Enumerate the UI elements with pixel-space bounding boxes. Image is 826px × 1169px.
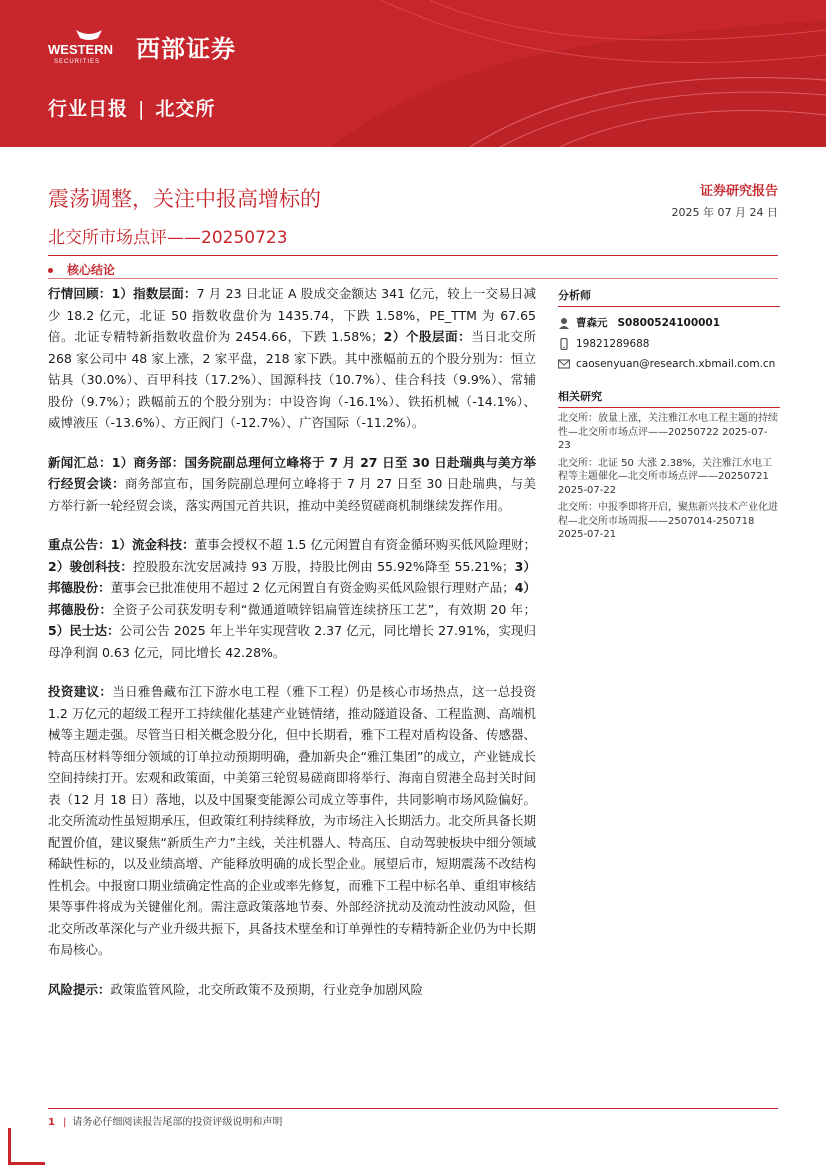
phone-icon (558, 338, 570, 350)
footer-separator: | (62, 1117, 67, 1128)
report-title: 震荡调整，关注中报高增标的 (48, 187, 321, 211)
market-label: 北交所 (155, 98, 216, 120)
paragraph-bold-lead: 风险提示： (48, 981, 111, 997)
paragraph-text: 全资子公司获发明专利“微通道喷锌铝扁管连续挤压工艺”，有效期 20 年； (112, 601, 536, 617)
paragraph-bold-lead: 3）邦德股份： (48, 558, 537, 595)
paragraph-bold-lead: 2）骏创科技： (48, 558, 134, 574)
divider (48, 255, 778, 256)
analyst-cert: S0800524100001 (617, 316, 721, 329)
paragraph-bold-lead: 5）民士达： (48, 623, 120, 638)
paragraph-bold-lead: 2）个股层面： (383, 329, 472, 344)
body-paragraph (48, 452, 536, 517)
company-logo (48, 26, 236, 66)
footer (48, 1113, 282, 1128)
analyst-email-row (558, 358, 780, 370)
section-heading (48, 261, 115, 278)
main-body (48, 283, 536, 1018)
paragraph-text: 当日北交所 268 家公司中 48 家上涨，2 家平盘，218 家下跌。其中涨幅前五的个股分别为：恒立钻具（30.0%）、百甲科技（17.2%）、国源科技（10.7%）、佳合科技（9.9%）、常辅股份（9.7%）；跌幅前五的个股分别为：中设咨询（-16.1%）、铁拓机械（-14.1%）、威博液压（-13.6%）、方正阀门（-12.7%）、广咨国际（-11.2%）。 (48, 329, 536, 430)
corner-mark (8, 1128, 45, 1165)
paragraph-text: 7 月 23 日北证 A 股成交金额达 341 亿元，较上一交易日减少 18.2 亿元，北证 50 指数收盘价为 1435.74，下跌 1.58%，PE_TTM 为 67.65 倍。北证专精特新指数收盘价为 2454.66，下跌 1.58%； (48, 286, 536, 344)
body-paragraph (48, 534, 536, 663)
analyst-email[interactable]: caosenyuan@research.xbmail.com.cn (576, 358, 776, 370)
report-date: 2025 年 07 月 24 日 (671, 206, 778, 219)
related-research-list (558, 412, 780, 542)
related-item[interactable]: 北交所：北证 50 大涨 2.38%，关注雅江水电工程等主题催化—北交所市场点评——20250721 2025-07-22 (558, 457, 773, 496)
logo-chinese: 西部证券 (136, 34, 236, 63)
analyst-phone-row (558, 338, 780, 350)
report-category (48, 94, 215, 121)
body-paragraph (48, 979, 536, 1001)
report-type: 证券研究报告 (699, 184, 778, 199)
analyst-name-row (558, 315, 780, 330)
divider (48, 278, 778, 279)
email-icon (558, 358, 570, 370)
body-paragraph (48, 283, 536, 434)
disclaimer-note: 请务必仔细阅读报告尾部的投资评级说明和声明 (72, 1117, 283, 1128)
analyst-phone: 19821289688 (576, 338, 650, 350)
paragraph-text: 公司公告 2025 年上半年实现营收 2.37 亿元，同比增长 27.91%，实现归母净利润 0.63 亿元，同比增长 42.28%。 (48, 623, 536, 660)
paragraph-text: 董事会授权不超 1.5 亿元闲置自有资金循环购买低风险理财； (194, 537, 537, 552)
paragraph-bold-lead: 重点公告：1）流金科技： (48, 537, 195, 552)
western-securities-logo (48, 26, 130, 66)
footer-divider (48, 1108, 778, 1109)
body-paragraph (48, 681, 536, 961)
paragraph-text: 董事会已批准使用不超过 2 亿元闲置自有资金购买低风险银行理财产品； (110, 580, 515, 595)
person-icon (558, 317, 570, 329)
analyst-name: 曹森元 (576, 317, 608, 329)
section-heading-text: 核心结论 (67, 263, 116, 277)
related-heading: 相关研究 (558, 384, 780, 408)
svg-text:SECURITIES: SECURITIES (54, 59, 101, 65)
paragraph-text: 政策监管风险，北交所政策不及预期，行业竞争加剧风险 (110, 981, 424, 997)
related-item[interactable]: 北交所：中报季即将开启，聚焦新兴技术产业化进程—北交所市场周报——2507014-250718 2025-07-21 (558, 502, 778, 540)
paragraph-text: 当日雅鲁藏布江下游水电工程（雅下工程）仍是核心市场热点，这一总投资 1.2 万亿元的超级工程开工持续催化基建产业链情绪，推动隧道设备、工程监测、高端机械等主题走强。尽管当日相关概念股分化，但中长期看，雅下工程对盾构设备、传感器、特高压材料等细分领域的订单拉动预期明确，叠加新央企“雅江集团”的成立，产业链成长空间持续打开。宏观和政策面，中美第三轮贸易磋商即将举行、海南自贸港全岛封关时间表（12 月 18 日）落地，以及中国聚变能源公司成立等事件，共同影响市场风险偏好。北交所流动性虽短期承压，但政策红利持续释放，为市场注入长期活力。北交所具备长期配置价值，建议聚焦“新质生产力”主线，关注机器人、特高压、自动驾驶板块中细分领域稀缺性标的，以及业绩高增、产能释放明确的成长型企业。展望后市，短期震荡不改结构性机会。中报窗口期业绩确定性高的企业或率先修复，而雅下工程中标名单、重组审核结果等事件将成为关键催化剂。需注意政策落地节奏、外部经济扰动及流动性波动风险，但北交所改革深化与产业升级共振下，具备技术壁垒和订单弹性的专精特新企业仍为中长期布局核心。 (48, 684, 536, 957)
related-item[interactable]: 北交所：放量上涨，关注雅江水电工程主题的持续性—北交所市场点评——20250722 2025-07-23 (558, 413, 778, 451)
sidebar (558, 283, 780, 546)
svg-text:WESTERN: WESTERN (48, 42, 113, 57)
paragraph-text: 商务部宣布，国务院副总理何立峰将于 7 月 27 日至 30 日赴瑞典，与美方举行新一轮经贸会谈，落实两国元首共识，推动中美经贸磋商机制继续发挥作用。 (48, 476, 536, 513)
paragraph-bold-lead: 行情回顾：1）指数层面： (48, 286, 197, 301)
category-separator: | (138, 98, 146, 120)
page-number: 1 (48, 1117, 55, 1128)
paragraph-bold-lead: 新闻汇总：1）商务部：国务院副总理何立峰将于 7 月 27 日至 30 日赴瑞典与美方举行经贸会谈： (48, 454, 536, 491)
header-banner (0, 0, 826, 147)
banner-curves (0, 0, 826, 147)
paragraph-text: 控股股东沈安居减持 93 万股，持股比例由 55.92%降至 55.21%； (133, 558, 515, 574)
bullet-icon (48, 268, 53, 273)
paragraph-bold-lead: 4）邦德股份： (48, 580, 536, 617)
bull-icon (48, 26, 130, 66)
report-subtitle: 北交所市场点评——20250723 (48, 228, 288, 248)
analyst-heading: 分析师 (558, 283, 780, 307)
category-label: 行业日报 (48, 98, 129, 120)
paragraph-bold-lead: 投资建议： (48, 684, 113, 699)
